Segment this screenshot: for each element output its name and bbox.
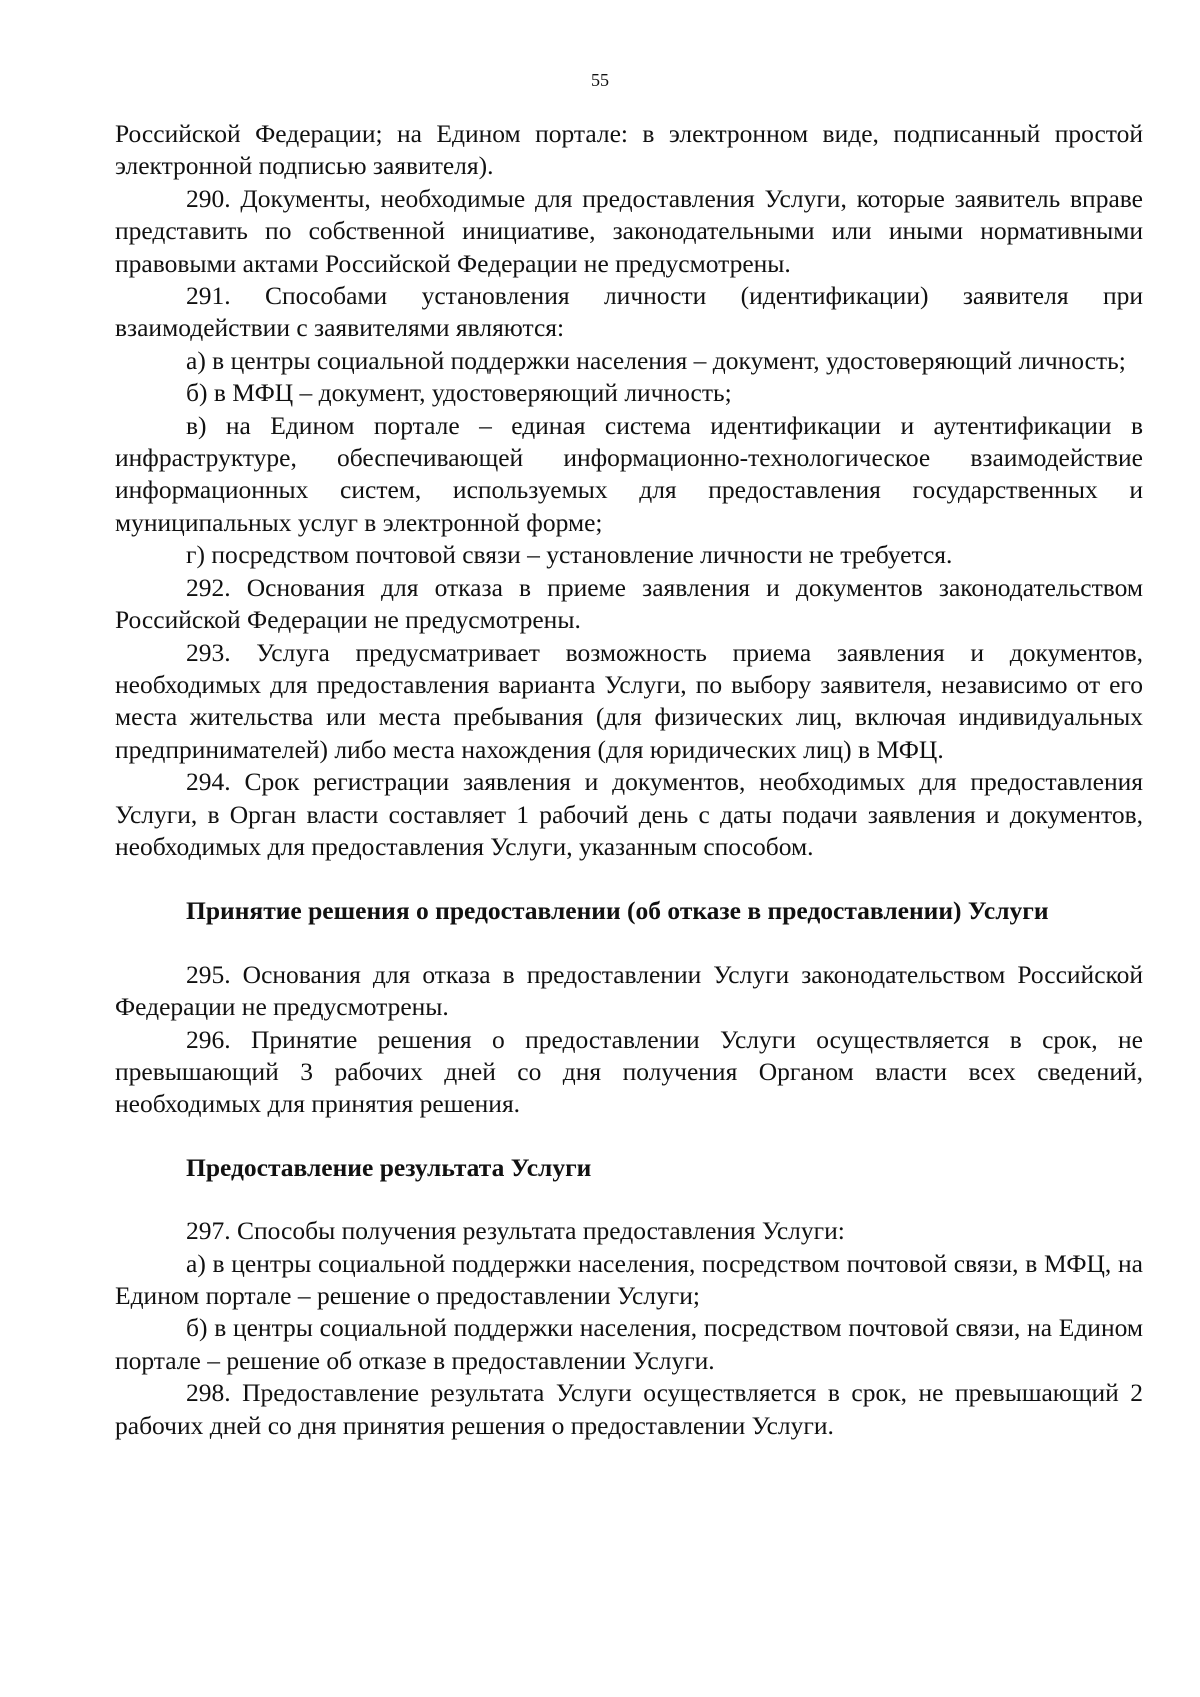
paragraph-296: 296. Принятие решения о предоставлении Услуги осуществляется в срок, не превышающий 3 рабочих дней со дня получения Органом власти всех сведений, необходимых для принятия решения. [115,1024,1143,1119]
paragraph: Российской Федерации; на Едином портале: в электронном виде, подписанный простой электронной подписью заявителя). [115,119,1143,181]
document-body [115,118,1143,1442]
paragraph-290: 290. Документы, необходимые для предоставления Услуги, которые заявитель вправе представить по собственной инициативе, законодательными или иными нормативными правовыми актами Российской Федерации не предусмотрены. [115,183,1143,278]
paragraph-297-b: б) в центры социальной поддержки населения, посредством почтовой связи, на Едином портале – решение об отказе в предоставлении Услуги. [115,1313,1143,1375]
paragraph-291: 291. Способами установления личности (идентификации) заявителя при взаимодействии с заявителями являются: [115,281,1143,343]
paragraph-291-b: б) в МФЦ – документ, удостоверяющий личность; [186,378,732,408]
paragraph-297-a: а) в центры социальной поддержки населения, посредством почтовой связи, в МФЦ, на Едином портале – решение о предоставлении Услуги; [115,1248,1143,1310]
section-heading-result: Предоставление результата Услуги [186,1152,592,1182]
paragraph-291-g: г) посредством почтовой связи – установление личности не требуется. [186,540,953,570]
section-heading-decision: Принятие решения о предоставлении (об отказе в предоставлении) Услуги [186,896,1049,926]
paragraph-294: 294. Срок регистрации заявления и документов, необходимых для предоставления Услуги, в Орган власти составляет 1 рабочий день с даты подачи заявления и документов, необходимых для предоставления Услуги, указанным способом. [115,767,1143,861]
paragraph-298: 298. Предоставление результата Услуги осуществляется в срок, не превышающий 2 рабочих дней со дня принятия решения о предоставлении Услуги. [115,1378,1143,1440]
paragraph-297: 297. Способы получения результата предоставления Услуги: [186,1216,845,1246]
paragraph-295: 295. Основания для отказа в предоставлении Услуги законодательством Российской Федерации не предусмотрены. [115,959,1143,1022]
page-number: 55 [591,70,609,90]
paragraph-291-a: а) в центры социальной поддержки населения – документ, удостоверяющий личность; [186,345,1126,375]
paragraph-292: 292. Основания для отказа в приеме заявления и документов законодательством Российской Федерации не предусмотрены. [115,572,1143,635]
paragraph-293: 293. Услуга предусматривает возможность приема заявления и документов, необходимых для предоставления варианта Услуги, по выбору заявителя, независимо от его места жительства или места пребывания (для физических лиц, включая индивидуальных предпринимателей) либо места нахождения (для юридических лиц) в МФЦ. [115,637,1143,764]
paragraph-291-v: в) на Едином портале – единая система идентификации и аутентификации в инфраструктуре, обеспечивающей информационно-технологическое взаимодействие информационных систем, используемых для предоставления государственных и муниципальных услуг в электронной форме; [115,410,1143,537]
